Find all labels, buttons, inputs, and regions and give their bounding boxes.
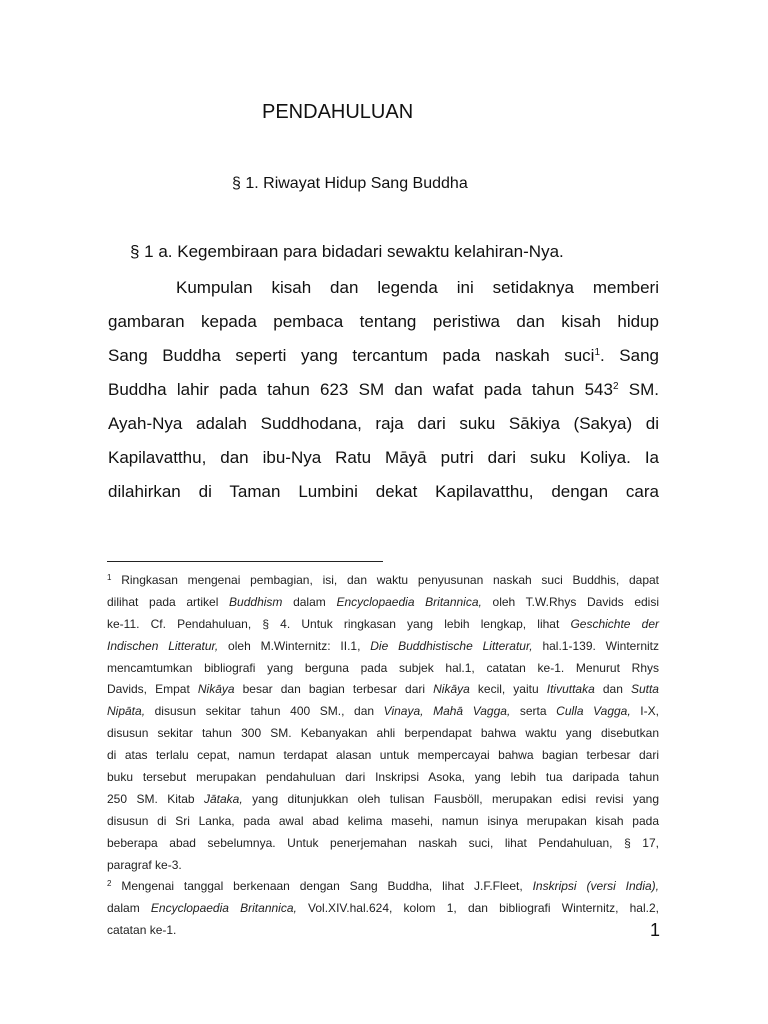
text-run: SM. xyxy=(618,380,659,399)
section-heading: § 1. Riwayat Hidup Sang Buddha xyxy=(232,175,468,192)
footnote-ref: 2 xyxy=(612,381,619,392)
text-run: Buddha lahir pada tahun 623 SM dan wafat pada tahun 543 xyxy=(108,380,613,399)
text-run: disusun di Sri Lanka, pada awal abad kelima masehi, namun isinya merupakan kisah pada xyxy=(107,813,659,828)
footnote-line xyxy=(107,921,659,943)
text-run: Itivuttaka xyxy=(546,682,595,697)
body-line xyxy=(108,446,659,480)
footnote-line xyxy=(107,724,659,746)
text-run: di atas terlalu cepat, namun terdapat alasan untuk mempercayai bahwa bagian terbesar dari xyxy=(107,748,659,763)
text-run: catatan ke-1. xyxy=(107,923,177,938)
text-run: dan xyxy=(594,682,631,697)
text-run: Indischen Litteratur, xyxy=(107,638,219,653)
footnote-line xyxy=(107,746,659,768)
footnote-line xyxy=(107,877,659,899)
text-run: Vinaya, Mahā Vagga, xyxy=(383,704,511,719)
text-run: buku tersebut merupakan pendahuluan dari Inskripsi Asoka, yang lebih tua daripada tahun xyxy=(107,770,659,785)
body-line xyxy=(108,412,659,446)
text-run: disusun sekitar tahun 400 SM., dan xyxy=(145,704,384,719)
text-run: Kapilavatthu, dan ibu-Nya Ratu Māyā putri dari suku Koliya. Ia xyxy=(108,448,659,467)
footnote-ref: 1 xyxy=(107,573,112,582)
footnote-line xyxy=(107,637,659,659)
text-run: beberapa abad sebelumnya. Untuk penerjemahan naskah suci, lihat Pendahuluan, § 17, xyxy=(107,835,659,850)
text-run: Sutta xyxy=(630,682,659,697)
text-run: oleh T.W.Rhys Davids edisi xyxy=(481,594,660,609)
footnote-line xyxy=(107,615,659,637)
subsection-heading: § 1 a. Kegembiraan para bidadari sewaktu kelahiran-Nya. xyxy=(130,242,564,261)
text-run: kecil, yaitu xyxy=(469,682,547,697)
text-run: gambaran kepada pembaca tentang peristiwa dan kisah hidup xyxy=(108,312,659,331)
footnote-line xyxy=(107,856,659,878)
text-run: Encyclopaedia Britannica, xyxy=(336,594,482,609)
text-run: ke-11. Cf. Pendahuluan, § 4. Untuk ringkasan yang lebih lengkap, lihat xyxy=(107,616,571,631)
text-run: besar dan bagian terbesar dari xyxy=(234,682,434,697)
text-run: dilahirkan di Taman Lumbini dekat Kapilavatthu, dengan cara xyxy=(108,482,659,501)
text-run: . Sang xyxy=(600,346,659,365)
text-run: paragraf ke-3. xyxy=(107,857,182,872)
text-run: Vol.XIV.hal.624, kolom 1, dan bibliografi Winternitz, hal.2, xyxy=(296,901,659,916)
text-run: Davids, Empat xyxy=(107,682,198,697)
body-line xyxy=(108,480,659,514)
text-run: Die Buddhistische Litteratur, xyxy=(370,638,533,653)
page-title: PENDAHULUAN xyxy=(262,101,414,123)
footnote-separator xyxy=(107,561,383,562)
footnote-line xyxy=(107,571,659,593)
text-run: Nikāya xyxy=(433,682,470,697)
footnote-line xyxy=(107,659,659,681)
text-run: Nikāya xyxy=(197,682,235,697)
text-run: Geschichte der xyxy=(570,616,659,631)
text-run: Ayah-Nya adalah Suddhodana, raja dari suku Sākiya (Sakya) di xyxy=(108,414,659,433)
text-run: dilihat pada artikel xyxy=(107,594,230,609)
text-run: Buddhism xyxy=(229,594,283,609)
text-run: disusun sekitar tahun 300 SM. Kebanyakan ahli berpendapat bahwa waktu yang disebutkan xyxy=(107,726,659,741)
text-run: hal.1-139. Winternitz xyxy=(532,638,660,653)
footnote-ref: 1 xyxy=(594,347,601,358)
body-line xyxy=(108,310,659,344)
text-run: Nipāta, xyxy=(107,704,146,719)
text-run: Sang Buddha seperti yang tercantum pada naskah suci xyxy=(108,346,595,365)
footnotes xyxy=(107,571,659,943)
footnote-line xyxy=(107,834,659,856)
footnote-line xyxy=(107,790,659,812)
text-run: yang ditunjukkan oleh tulisan Fausböll, merupakan edisi revisi yang xyxy=(242,791,659,806)
footnote-line xyxy=(107,812,659,834)
footnote-line xyxy=(107,680,659,702)
text-run: Jātaka, xyxy=(203,791,243,806)
footnote-ref: 2 xyxy=(107,879,112,889)
text-run: Inskripsi (versi India), xyxy=(532,879,659,894)
text-run: dalam xyxy=(107,901,151,916)
footnote-line xyxy=(107,702,659,724)
text-run: 250 SM. Kitab xyxy=(107,791,204,806)
text-run: Culla Vagga, xyxy=(556,704,631,719)
text-run: dalam xyxy=(282,594,337,609)
footnote-line xyxy=(107,768,659,790)
footnote-line xyxy=(107,593,659,615)
text-run: Mengenai tanggal berkenaan dengan Sang Buddha, lihat J.F.Fleet, xyxy=(111,879,533,894)
text-run: Kumpulan kisah dan legenda ini setidaknya memberi xyxy=(176,278,659,297)
body-paragraph xyxy=(108,276,659,514)
page-number: 1 xyxy=(650,920,661,940)
body-line xyxy=(108,276,659,310)
text-run: Encyclopaedia Britannica, xyxy=(150,901,297,916)
text-run: serta xyxy=(510,704,557,719)
text-run: I-X, xyxy=(630,704,659,719)
body-line xyxy=(108,378,659,412)
text-run: mencamtumkan bibliografi yang berguna pada subjek hal.1, catatan ke-1. Menurut Rhys xyxy=(107,660,659,675)
footnote-line xyxy=(107,899,659,921)
text-run: oleh M.Winternitz: II.1, xyxy=(218,638,371,653)
text-run: Ringkasan mengenai pembagian, isi, dan waktu penyusunan naskah suci Buddhis, dapat xyxy=(111,573,659,587)
body-line xyxy=(108,344,659,378)
